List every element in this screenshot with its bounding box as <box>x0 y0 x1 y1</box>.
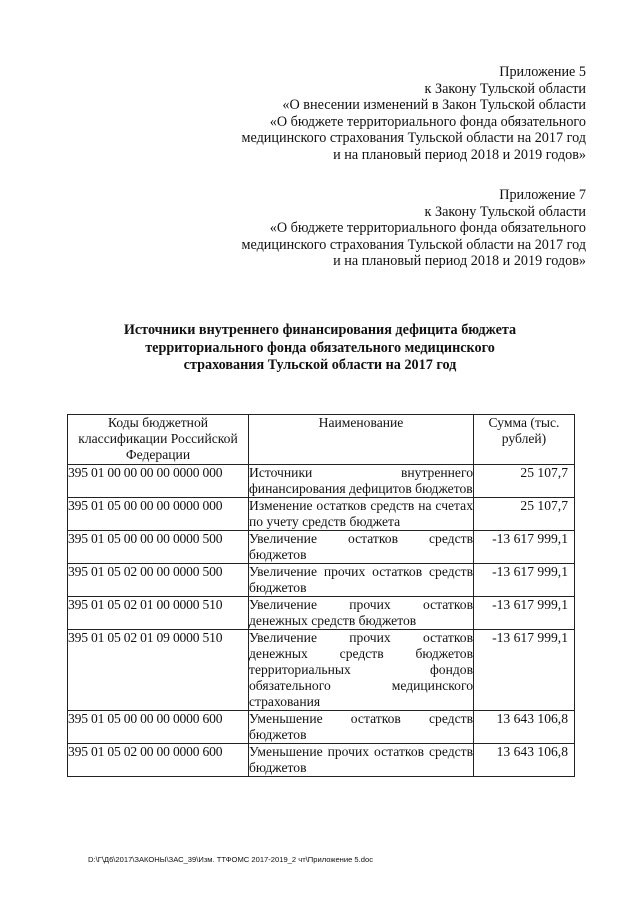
table-row <box>68 498 575 531</box>
table-row <box>68 564 575 597</box>
table-header-row <box>68 415 575 465</box>
sum-column-header: Сумма (тыс. рублей) <box>474 415 575 465</box>
table-row <box>68 531 575 564</box>
name-cell: Увеличение прочих остатков денежных средств бюджетов <box>249 597 473 628</box>
financing-sources-table <box>67 414 575 777</box>
code-cell: 395 01 00 00 00 00 0000 000 <box>68 465 249 498</box>
sum-cell: 13 643 106,8 <box>474 744 575 777</box>
sum-cell: 13 643 106,8 <box>474 711 575 744</box>
code-cell: 395 01 05 00 00 00 0000 500 <box>68 531 249 564</box>
appendix-5-header <box>242 64 587 164</box>
table-row <box>68 630 575 711</box>
name-cell: Уменьшение остатков средств бюджетов <box>249 711 473 742</box>
header-line: Приложение 5 <box>499 64 586 80</box>
header-line: и на плановый период 2018 и 2019 годов» <box>333 253 586 270</box>
header-line: медицинского страхования Тульской области на 2017 год <box>241 130 586 147</box>
sum-cell: -13 617 999,1 <box>474 564 575 597</box>
name-column-header: Наименование <box>249 415 474 465</box>
title-line: Источники внутреннего финансирования дефицита бюджета <box>123 322 517 338</box>
code-cell: 395 01 05 02 01 00 0000 510 <box>68 597 249 630</box>
header-line: Приложение 7 <box>499 187 586 203</box>
code-cell: 395 01 05 00 00 00 0000 000 <box>68 498 249 531</box>
table-row <box>68 465 575 498</box>
header-line: «О внесении изменений в Закон Тульской области <box>282 97 586 114</box>
document-title <box>0 322 640 375</box>
code-cell: 395 01 05 00 00 00 0000 600 <box>68 711 249 744</box>
header-line: к Закону Тульской области <box>424 80 586 97</box>
sum-cell: -13 617 999,1 <box>474 630 575 711</box>
appendix-7-header <box>242 187 587 270</box>
file-path-footer: D:\Г\Д6\2017\ЗАКОНЫ\ЗАС_39\Изм. ТТФОМС 2017-2019_2 чт\Приложение 5.doc <box>88 855 374 864</box>
table-row <box>68 711 575 744</box>
table-row <box>68 744 575 777</box>
code-cell: 395 01 05 02 00 00 0000 500 <box>68 564 249 597</box>
header-line: «О бюджете территориального фонда обязательного <box>269 220 586 237</box>
header-line: медицинского страхования Тульской области на 2017 год <box>241 236 586 253</box>
code-column-header: Коды бюджетной классификации Российской Федерации <box>68 415 249 465</box>
sum-cell: 25 107,7 <box>474 465 575 498</box>
title-line: страхования Тульской области на 2017 год <box>183 357 457 373</box>
name-cell: Увеличение прочих остатков денежных средств бюджетов территориальных фондов обязательного медицинского страхования <box>249 630 473 709</box>
header-line: «О бюджете территориального фонда обязательного <box>269 113 586 130</box>
name-cell: Увеличение прочих остатков средств бюджетов <box>249 564 473 595</box>
name-cell: Увеличение остатков средств бюджетов <box>249 531 473 562</box>
sum-cell: -13 617 999,1 <box>474 597 575 630</box>
header-line: и на плановый период 2018 и 2019 годов» <box>333 146 586 163</box>
code-cell: 395 01 05 02 00 00 0000 600 <box>68 744 249 777</box>
name-cell: Источники внутреннего финансирования дефицитов бюджетов <box>249 465 473 496</box>
code-cell: 395 01 05 02 01 09 0000 510 <box>68 630 249 711</box>
sum-cell: 25 107,7 <box>474 498 575 531</box>
name-cell: Уменьшение прочих остатков средств бюджетов <box>249 744 473 775</box>
name-cell: Изменение остатков средств на счетах по учету средств бюджета <box>249 498 473 529</box>
title-line: территориального фонда обязательного медицинского <box>145 339 495 356</box>
table-row <box>68 597 575 630</box>
header-line: к Закону Тульской области <box>424 203 586 220</box>
sum-cell: -13 617 999,1 <box>474 531 575 564</box>
